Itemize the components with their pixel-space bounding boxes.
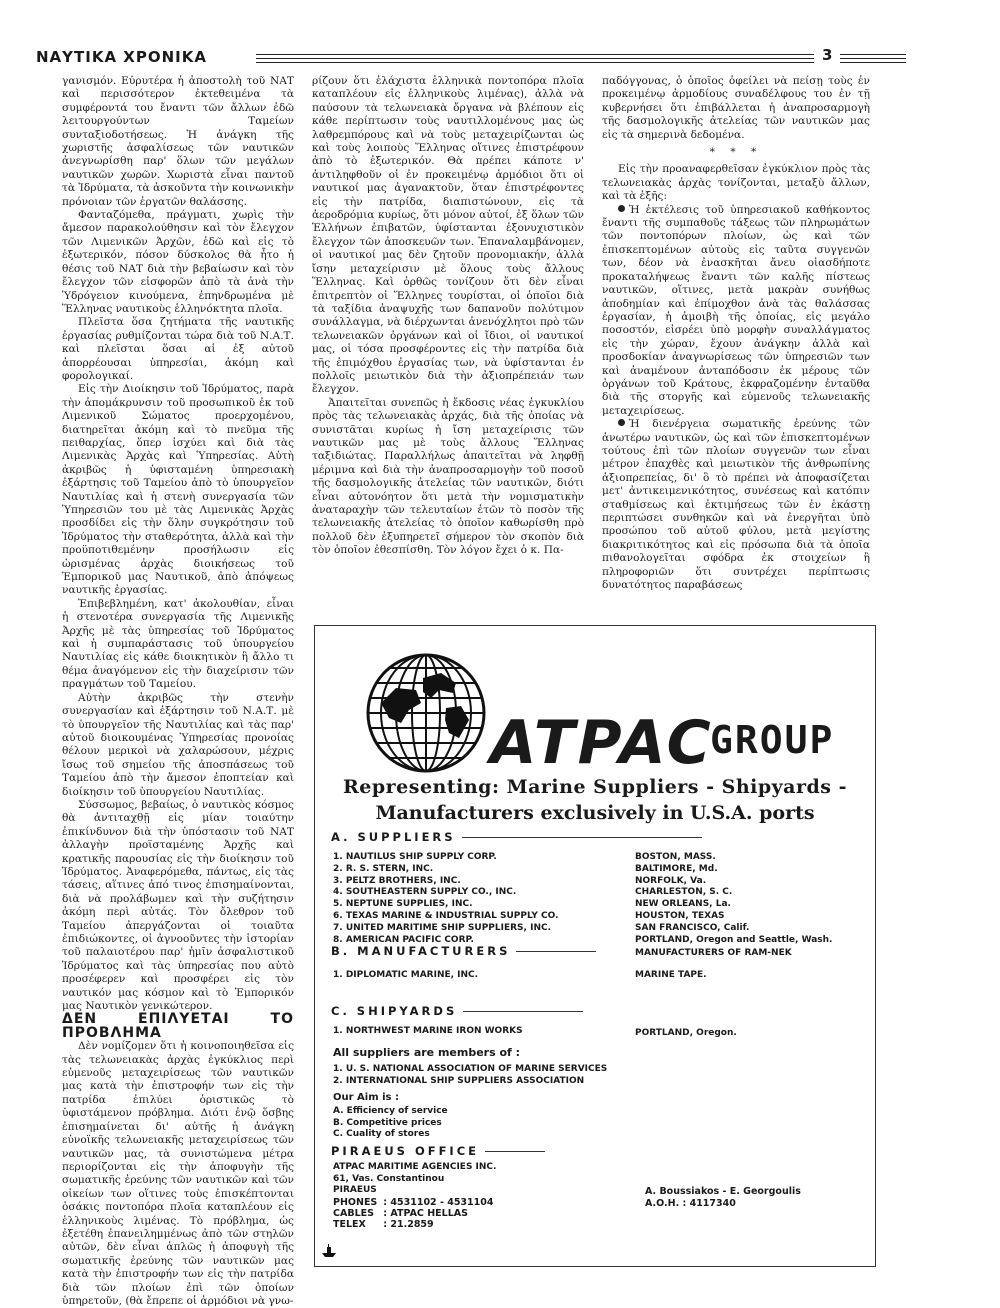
telex-label: TELEX: [333, 1218, 366, 1230]
bullet-icon: [618, 419, 625, 426]
office-contacts-table: [333, 1197, 500, 1230]
tagline: Representing: Marine Suppliers - Shipyards -: [342, 776, 847, 798]
office-details: [333, 1162, 500, 1230]
supplier-cities: [635, 852, 832, 946]
publication-title: ΝΑΥΤΙΚΑ ΧΡΟΝΙΚΑ: [36, 48, 215, 66]
list-item: 5. NEPTUNE SUPPLIES, INC.: [333, 899, 473, 910]
paragraph: Ἐπιβεβλημένη, κατ' ἀκολουθίαν, εἶναι ἡ στενοτέρα συνεργασία τῆς Λιμενικῆς Ἀρχῆς μὲ τὰς ὑπηρεσίας τοῦ Ἱδρύματος καὶ ἡ συμπαράστασις τοῦ ὑπουργείου Ναυτιλίας εἰς κάθε διοικητικὸν ἢ ἄλλο τι θέμα ἀναγόμενον εἰς τὴν διαχείρισιν τῶν πραγμάτων τοῦ Ταμείου.: [62, 597, 294, 691]
bullet-text: Ἡ διενέργεια σωματικῆς ἐρεύνης τῶν ἀνωτέρω ναυτικῶν, ὡς καὶ τῶν ἐπισκεπτομένων τούτους ἐπὶ τῶν πλοίων συγγενῶν των εἶναι μέτρον ἐπαχθὲς καὶ μειωτικὸν τῆς ἀνθρωπίνης ἀξιοπρεπείας, δι' ὃ τὸ πρέπει νὰ ἀποφασίζεται μετ' ἀντικειμενικότητος, συνέσεως καὶ κατόπιν σταθμίσεως καὶ ἐκτιμήσεως τῶν ἐν ἑκάστῃ περιπτώσει συνθηκῶν καὶ νὰ ἐνεργῆται ὑπὸ προσώπου τοῦ αὐτοῦ φύλου, μετὰ μεγίστης διακριτικότητος καὶ εἰς πρόσωπα διὰ τὰ ὁποῖα πιθανολογεῖται σφόδρα ἐκ στοιχείων ἢ πληροφοριῶν ὅτι συντρέχει περίπτωσις δυνατότητος παραβάσεως: [602, 418, 870, 592]
list-item: NORFOLK, Va.: [635, 875, 707, 886]
brand-name: ATPAC: [490, 708, 714, 778]
list-item: C. Cuality of stores: [333, 1129, 430, 1139]
article-column-1: [62, 75, 294, 1308]
cables-label: CABLES: [333, 1207, 374, 1219]
aims-list: [333, 1106, 448, 1141]
manufacturer-product: MARINE TAPE.: [635, 970, 707, 980]
telex-value: : 21.2859: [383, 1218, 434, 1230]
list-item: NEW ORLEANS, La.: [635, 899, 731, 910]
article-column-2: [312, 75, 584, 558]
list-item: CHARLESTON, S. C.: [635, 887, 733, 898]
globe-logo-icon: [361, 648, 491, 778]
aoh-number: A.O.H. : 4117340: [645, 1198, 736, 1209]
list-item: 3. PELTZ BROTHERS, INC.: [333, 875, 461, 886]
manufacturer-item: 1. DIPLOMATIC MARINE, INC.: [333, 970, 479, 980]
list-item: HOUSTON, TEXAS: [635, 910, 725, 921]
paragraph: Πλεῖστα ὅσα ζητήματα τῆς ναυτικῆς ἐργασίας ρυθμίζονται τώρα διὰ τοῦ Ν.Α.Τ. καὶ πλεῖσται ὅσαι αἱ ἐξ αὐτοῦ ἀπορρέουσαι ὑπηρεσίαι, ἀκόμη καὶ φορολογικαί.: [62, 316, 294, 382]
section-heading-shipyards: C. SHIPYARDS: [331, 1004, 583, 1018]
tagline: Manufacturers exclusively in U.S.A. ports: [375, 802, 815, 824]
list-item: BALTIMORE, Md.: [635, 863, 718, 874]
shipyard-item: 1. NORTHWEST MARINE IRON WORKS: [333, 1026, 523, 1036]
ship-icon: [321, 1244, 337, 1258]
section-heading-office: PIRAEUS OFFICE: [331, 1144, 545, 1158]
aim-label: Our Aim is :: [333, 1092, 399, 1103]
phones-label: PHONES: [333, 1196, 378, 1208]
list-item: 8. AMERICAN PACIFIC CORP.: [333, 934, 474, 945]
list-item: A. Efficiency of service: [333, 1106, 448, 1116]
separator-stars: * * *: [709, 146, 763, 159]
list-item: 7. UNITED MARITIME SHIP SUPPLIERS, INC.: [333, 922, 551, 933]
article-column-3: [602, 75, 870, 592]
phones-value: : 4531102 - 4531104: [383, 1196, 494, 1208]
paragraph: γανισμόν. Εὐρυτέρα ἡ ἀποστολὴ τοῦ ΝΑΤ καὶ περισσότερον ἐκτεθειμένα τὰ συμφέροντά του ἔναντι τῶν ἄλλων ἐδῶ λειτουργούντων Ταμείων συνταξιοδοτήσεως. Ἡ ἀνάγκη τῆς χωριστῆς ἀσφαλίσεως τῶν ναυτικῶν ἀνεγνωρίσθη παρ' ὅλων τῶν μεγάλων ναυτικῶν χωρῶν. Χωριστὰ εἶναι παντοῦ τὰ Ἱδρύματα, τὰ ἀσκοῦντα τὴν κοινωνικὴν πρόνοιαν τῶν ἐργατῶν θαλάσσης.: [62, 75, 294, 208]
list-item: 6. TEXAS MARINE & INDUSTRIAL SUPPLY CO.: [333, 910, 559, 921]
section-heading: ΔΕΝ ΕΠΙΛΥΕΤΑΙ ΤΟ ΠΡΟΒΛΗΜΑ: [62, 1011, 294, 1041]
bullet-icon: [618, 205, 625, 212]
members-list: [333, 1064, 607, 1088]
office-name: ATPAC MARITIME AGENCIES INC.: [333, 1162, 497, 1172]
list-item: 4. SOUTHEASTERN SUPPLY CO., INC.: [333, 887, 517, 898]
list-item: SAN FRANCISCO, Calif.: [635, 922, 750, 933]
paragraph: Δὲν νομίζομεν ὅτι ἡ κοινοποιηθεῖσα εἰς τὰς τελωνειακὰς ἀρχὰς ἐγκύκλιος περὶ εὐμενοῦς μεταχειρίσεως τῶν ναυτικῶν μας κατὰ τὴν ἐπιστροφήν των εἰς τὴν πατρίδα ἐπιλύει ὁριστικῶς τὸ ὑφιστάμενον πρόβλημα. Διότι ἐνῷ ὅσβης ἐπισημαίνεται δι' αὐτῆς ἡ ἀνάγκη εὐνοϊκῆς τελωνειακῆς μεταχειρίσεως τῶν ναυτικῶν μας, τὰ συνιστώμενα μέτρα περιορίζονται εἰς τὴν ἀποφυγὴν τῆς σωματικῆς ἐρεύνης τῶν ναυτικῶν καὶ τῶν οἰκείων των οἵτινες τοὺς ἐπισκέπτονται ὁσάκις ποντοπόρα πλοῖα καταπλέουν εἰς ἑλληνικοὺς λιμένας. Τὸ πρόβλημα, ὡς ἐξετέθη ἐπανειλημμένως ἀπὸ τῶν στηλῶν αὐτῶν, δὲν εἶναι ἁπλῶς ἡ ἀποφυγὴ τῆς σωματικῆς ἐρεύνης τῶν ναυτικῶν μας κατὰ τὴν ἐπιστροφήν των εἰς τὴν πατρίδα διὰ τῶν πλοίων ἐπὶ τῶν ὁποίων ὑπηρετοῦν, (θὰ ἔπρεπε οἱ ἁρμόδιοι νὰ γνω-: [62, 1040, 294, 1307]
paragraph: Ἀπαιτεῖται συνεπῶς ἡ ἔκδοσις νέας ἐγκυκλίου πρὸς τὰς τελωνειακὰς ἀρχάς, διὰ τῆς ὁποίας νὰ συνιστᾶται κυρίως ἡ ἴση μεταχείρισις τῶν ναυτικῶν μας μὲ τοὺς ἄλλους Ἕλληνας ταξιδιώτας. Παραλλήλως ἀπαιτεῖται νὰ ληφθῇ μέριμνα καὶ διὰ τὴν ἀναπροσαρμογὴν τοῦ ποσοῦ τῆς δασμολογικῆς ἀτελείας τῶν ναυτικῶν, διότι εἶναι αὐτονόητον ὅτι μετὰ τὴν νομισματικὴν ἀναταραχὴν τῶν τελευταίων ἐτῶν τὸ ποσὸν τῆς τελωνειακῆς ἀτελείας τὸ ὁποῖον καθωρίσθη πρὸ πολλοῦ δὲν ἐξυπηρετεῖ σήμερον τὸν σκοπὸν διὰ τὸν ὁποῖον ἐθεσπίσθη. Τὸν λόγον ἔχει ὁ κ. Πα-: [312, 396, 584, 557]
page-header: [36, 44, 966, 74]
paragraph: παδόγγονας, ὁ ὁποῖος ὀφείλει νὰ πείσῃ τοὺς ἐν προκειμένῳ ἁρμοδίους συναδέλφους του ἐν τῇ κυβερνήσει ὅτι ἐπιβάλλεται ἡ ἀναπροσαρμογὴ τῆς δασμολογικῆς ἀτελείας τῶν ναυτικῶν μας εἰς τὰ σημερινὰ δεδομένα.: [602, 75, 870, 141]
manufacturers-note: MANUFACTURERS OF RAM-NEK: [635, 948, 792, 958]
paragraph: Σύσσωμος, βεβαίως, ὁ ναυτικὸς κόσμος θὰ ἀντιταχθῇ εἰς μίαν τοιαύτην ἐπικίνδυνον διὰ τὴν ὑπόστασιν τοῦ ΝΑΤ ἀλλαγὴν προϊσταμένης Ἀρχῆς καὶ κρατικῆς παρουσίας εἰς τὴν διοίκησιν τοῦ Ἱδρύματος. Ἀναφερόμεθα, πάντως, εἰς τὰς τάσεις, αἵτινες ἀπό τινος ἐπισημαίνονται, διὰ νὰ προλάβωμεν καὶ τὴν συζήτησιν ἀκόμη περὶ αὐτάς. Τὸν ὄλεθρον τοῦ Ταμείου ἀπεργάζονται οἱ τοιαῦτα ἐπιδιώκοντες, οἱ ἀγνοοῦντες τὴν ἱστορίαν τοῦ παλαιοτέρου παρ' ἡμῖν ἀσφαλιστικοῦ Ἱδρύματος καὶ τὰς ὑπηρεσίας που αὐτὸ προσέφερεν καὶ προσφέρει εἰς τὸν ναυτικόν μας κόσμον καὶ τὸ Ἐμπορικόν μας Ναυτικὸν γενικώτερον.: [62, 798, 294, 1013]
bullet-text: Ἡ ἐκτέλεσις τοῦ ὑπηρεσιακοῦ καθήκοντος ἔναντι τῆς συμπαθοῦς τάξεως τῶν πληρωμάτων τῶν ποντοπόρων πλοίων, ὡς καὶ τῶν ἐπισκεπτομένων αὐτοὺς εἰς ταῦτα συγγενῶν των, δέον νὰ ἐνασκῆται ἄνευ οἱασδήποτε προκαταλήψεως ἔναντι τῶν καλῆς πίστεως ναυτικῶν, οἵτινες, μετὰ μακρὰν συνήθως ἀποδημίαν καὶ ἐπίμοχθον ἀνὰ τὰς θαλάσσας ἐργασίαν, ἡ ἀμοιβὴ τῆς ὁποίας, εἰς μεγάλο ποσοστόν, εἰσρέει ὑπὸ μορφὴν συναλλάγματος εἰς τὴν χώραν, ἔχουν ἀνάγκην ἀλλὰ καὶ προσδοκίαν ἀναγνωρίσεως τῶν ὑπηρεσιῶν των καὶ ἀναμένουν ἀνταπόδοσιν ἐκ μέρους τῶν ὀργάνων τοῦ Κράτους, ἐκφραζομένην ἐνταῦθα διὰ τῆς στοργῆς καὶ εὐμενοῦς τελωνειακῆς μεταχειρίσεως.: [602, 203, 870, 417]
section-heading-manufacturers: B. MANUFACTURERS: [331, 944, 596, 958]
paragraph: Εἰς τὴν Διοίκησιν τοῦ Ἱδρύματος, παρὰ τὴν ἀπομάκρυνσιν τοῦ προσωπικοῦ ἐκ τοῦ Λιμενικοῦ Σώματος προερχομένου, διατηρεῖται ἀκόμη καὶ τὸ πνεῦμα τῆς πειθαρχίας, ὅπερ ἰσχύει καὶ διὰ τὰς Λιμενικὰς Ἀρχὰς καὶ Ὑπηρεσίας. Αὐτὴ ἀκριβῶς ἡ ὑφισταμένη ὑπηρεσιακὴ ἐξάρτησις τοῦ Ταμείου ἀπὸ τὸ ὑπουργεῖον Ναυτιλίας καὶ ἡ στενὴ συνεργασία τῶν Ὑπηρεσιῶν του μὲ τὰς Λιμενικὰς Ἀρχὰς προσδίδει εἰς τὴν ὅλην συγκρότησιν τοῦ Ἱδρύματος τὴν σταθερότητα, ἀλλὰ καὶ τὴν προϋποτιθεμένην προσήλωσιν εἰς ὡρισμένας ἀρχὰς διοικήσεως τοῦ Ἐμπορικοῦ μας Ναυτικοῦ, ἀπὸ ἀπόψεως ναυτικῆς ἐργασίας.: [62, 383, 294, 597]
contact-names: A. Boussiakos - E. Georgoulis: [645, 1186, 801, 1197]
brand-group: GROUP: [710, 718, 835, 762]
paragraph: Εἰς τὴν προαναφερθεῖσαν ἐγκύκλιον πρὸς τὰς τελωνειακὰς ἀρχὰς τονίζονται, μεταξὺ ἄλλων, καὶ τὰ ἑξῆς:: [602, 163, 870, 203]
list-item: 1. U. S. NATIONAL ASSOCIATION OF MARINE SERVICES: [333, 1064, 608, 1074]
section-heading-suppliers: A. SUPPLIERS: [331, 830, 702, 844]
list-item: 2. INTERNATIONAL SHIP SUPPLIERS ASSOCIATION: [333, 1075, 585, 1086]
list-item: BOSTON, MASS.: [635, 852, 716, 862]
paragraph: ρίζουν ὅτι ἐλάχιστα ἑλληνικὰ ποντοπόρα πλοῖα καταπλέουν εἰς ἑλληνικοὺς λιμένας), ἀλλὰ νὰ παύσουν τὰ τελωνειακὰ ὄργανα νὰ βλέπουν εἰς κάθε περίπτωσιν τοὺς ναυτιλλομένους μας ὡς λαθρεμπόρους καὶ νὰ τοὺς μεταχειρίζωνται ὡς καὶ τοὺς λοιποὺς Ἕλληνας οἵτινες ἐπιστρέφουν ἀπὸ τὸ ἐξωτερικόν. Θὰ πρέπει κάποτε ν' ἀντιληφθοῦν οἱ ἐν προκειμένῳ ἁρμόδιοι ὅτι οἱ ναυτικοί μας ἀγανακτοῦν, ὅταν ἐπιστρέφοντες εἰς τὴν πατρίδα, διαπιστώνουν, εἰς τὰ ἀεροδρόμια κυρίως, ὅτι μόνον αὐτοί, ἐξ ὅλων τῶν Ἑλλήνων ἐπιβατῶν, ὑφίστανται ἐξονυχιστικὸν ἔλεγχον τῶν ἀποσκευῶν των. Ἐπαναλαμβάνομεν, οἱ ναυτικοί μας δὲν ζητοῦν προνομιακήν, ἀλλὰ ἴσην μεταχείρισιν μὲ ὅλους τοὺς ἄλλους Ἕλληνας. Καὶ ὀρθῶς τονίζουν ὅτι δὲν εἶναι ἐπιτρεπτὸν οἱ Ἕλληνες τουρίσται, οἱ ὁποῖοι διὰ τὰ ταξίδια ἀναψυχῆς των δαπανοῦν πολύτιμον συνάλλαγμα, νὰ διέρχωνται ἀνενόχλητοι πρὸ τῶν τελωνειακῶν ὀργάνων καὶ οἱ ἴδιοι, οἱ ναυτικοί μας, οἱ τόσα προσφέροντες εἰς τὴν πατρίδα διὰ τῆς ἐπιμόχθου ἐργασίας των, νὰ ὑφίστανται ἐν πολλοῖς μειωτικὸν διὰ τὴν ἀξιοπρέπειάν των ἔλεγχον.: [312, 75, 584, 396]
office-street: 61, Vas. Constantinou: [333, 1173, 445, 1184]
list-item: B. Competitive prices: [333, 1117, 442, 1128]
paragraph: Φανταζόμεθα, πράγματι, χωρὶς τὴν ἄμεσον παρακολούθησιν καὶ τὸν ἔλεγχον τῶν Λιμενικῶν Ἀρχῶν, ἐδῶ καὶ εἰς τὸ ἐξωτερικόν, πόσον δύσκολος θὰ ἦτο ἡ θέσις τοῦ ΝΑΤ διὰ τὴν βεβαίωσιν καὶ τὸν ἔλεγχον τῶν εἰσφορῶν ἀπὸ τὰ ἀνὰ τὴν Ὑδρόγειον κινούμενα, ἐπηνδρωμένα μὲ Ἕλληνας ναυτικοὺς ἑλληνόκτητα πλοῖα.: [62, 209, 294, 315]
shipyard-city: PORTLAND, Oregon.: [635, 1028, 737, 1038]
page-number: 3: [814, 46, 840, 64]
members-label: All suppliers are members of :: [333, 1046, 521, 1059]
atpac-advertisement: [314, 625, 876, 1267]
list-item: 2. R. S. STERN, INC.: [333, 863, 434, 874]
cables-value: : ATPAC HELLAS: [383, 1207, 468, 1219]
contact-persons: [645, 1186, 801, 1210]
office-city: PIRAEUS: [333, 1185, 377, 1195]
list-item: 1. NAUTILUS SHIP SUPPLY CORP.: [333, 852, 497, 862]
list-item: PORTLAND, Oregon and Seattle, Wash.: [635, 934, 833, 945]
suppliers-list: [333, 852, 558, 946]
paragraph: Αὐτὴν ἀκριβῶς τὴν στενὴν συνεργασίαν καὶ ἐξάρτησιν τοῦ Ν.Α.Τ. μὲ τὸ ὑπουργεῖον τῆς Ναυτιλίας καὶ τὰς παρ' αὐτοῦ διοικουμένας Ὑπηρεσίας προνοίας θέλουν μερικοὶ νὰ χαλαρώσουν, μέχρις ἴσως τοῦ σημείου τῆς ἀποσπάσεως τοῦ Ταμείου ἀπὸ τὴν ἄμεσον ἐποπτείαν καὶ διοίκησιν τοῦ ὑπουργείου Ναυτιλίας.: [62, 691, 294, 798]
